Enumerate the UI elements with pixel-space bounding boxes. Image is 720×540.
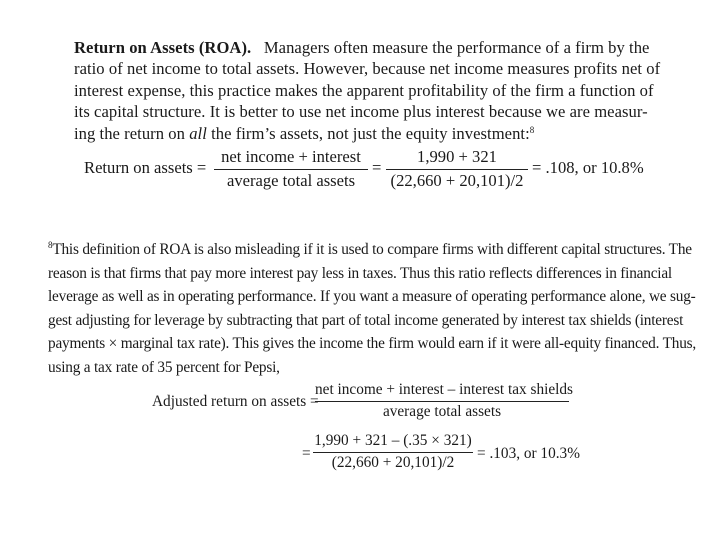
section-heading: Return on Assets (ROA). bbox=[74, 38, 252, 57]
formula2-result: = .103, or 10.3% bbox=[477, 445, 580, 462]
paragraph-line: ratio of net income to total assets. However, because net income measures profits net of bbox=[74, 59, 661, 79]
fraction-bar bbox=[386, 169, 528, 170]
formula2-fraction bbox=[315, 381, 573, 421]
formula2-num-values: 1,990 + 321 – (.35 × 321) bbox=[314, 432, 472, 449]
footnote-marker: 8 bbox=[48, 240, 53, 250]
formula1-fraction bbox=[214, 147, 368, 191]
formula2-numerator: net income + interest – interest tax shields bbox=[315, 381, 573, 398]
footnote-line: payments × marginal tax rate). This gives the income the firm would earn if it were all-equity financed. Thus, bbox=[48, 335, 697, 353]
formula1-result: = .108, or 10.8% bbox=[532, 158, 644, 177]
footnote-ref: 8 bbox=[529, 124, 535, 135]
formula2-label: Adjusted return on assets = bbox=[152, 393, 319, 410]
formula2-equals: = bbox=[302, 445, 311, 462]
fraction-bar bbox=[214, 169, 368, 170]
formula2-values-fraction bbox=[313, 432, 473, 472]
formula2-den-values: (22,660 + 20,101)/2 bbox=[331, 454, 455, 471]
formula1-denominator: average total assets bbox=[226, 171, 356, 190]
emphasis-all: all bbox=[189, 123, 207, 143]
formula1-values-fraction bbox=[386, 147, 528, 191]
paragraph-line: Return on Assets (ROA). Managers often measure the performance of a firm by the bbox=[74, 38, 650, 57]
footnote-line: $^8$This definition of ROA is also misleading if it is used to compare firms with different capital structures. The bbox=[48, 240, 692, 258]
formula1-den-values: (22,660 + 20,101)/2 bbox=[390, 171, 524, 190]
formula1-label: Return on assets = bbox=[84, 158, 207, 177]
footnote bbox=[48, 238, 696, 380]
footnote-line: using a tax rate of 35 percent for Pepsi, bbox=[48, 358, 280, 376]
fraction-bar bbox=[315, 401, 569, 402]
paragraph-line: interest expense, this practice makes the apparent profitability of the firm a function of bbox=[74, 80, 654, 100]
formula2-denominator: average total assets bbox=[382, 403, 502, 420]
footnote-line: reason is that firms that pay more interest pay less in taxes. Thus this ratio reflects differences in financial bbox=[48, 264, 672, 282]
paragraph-line: ing the return on all the firm’s assets, not just the equity investment:$^8$ bbox=[74, 123, 535, 143]
formula1-equals: = bbox=[372, 158, 382, 177]
paragraph-line: its capital structure. It is better to use net income plus interest because we are measur- bbox=[74, 102, 648, 122]
footnote-line: gest adjusting for leverage by subtracting that part of total income generated by interest tax shields (interest bbox=[48, 311, 684, 329]
footnote-line: leverage as well as in operating performance. If you want a measure of operating performance alone, we sug- bbox=[48, 288, 696, 306]
fraction-bar bbox=[313, 452, 473, 453]
formula1-num-values: 1,990 + 321 bbox=[417, 147, 497, 166]
roa-paragraph bbox=[74, 37, 660, 144]
formula1-numerator: net income + interest bbox=[221, 147, 361, 166]
